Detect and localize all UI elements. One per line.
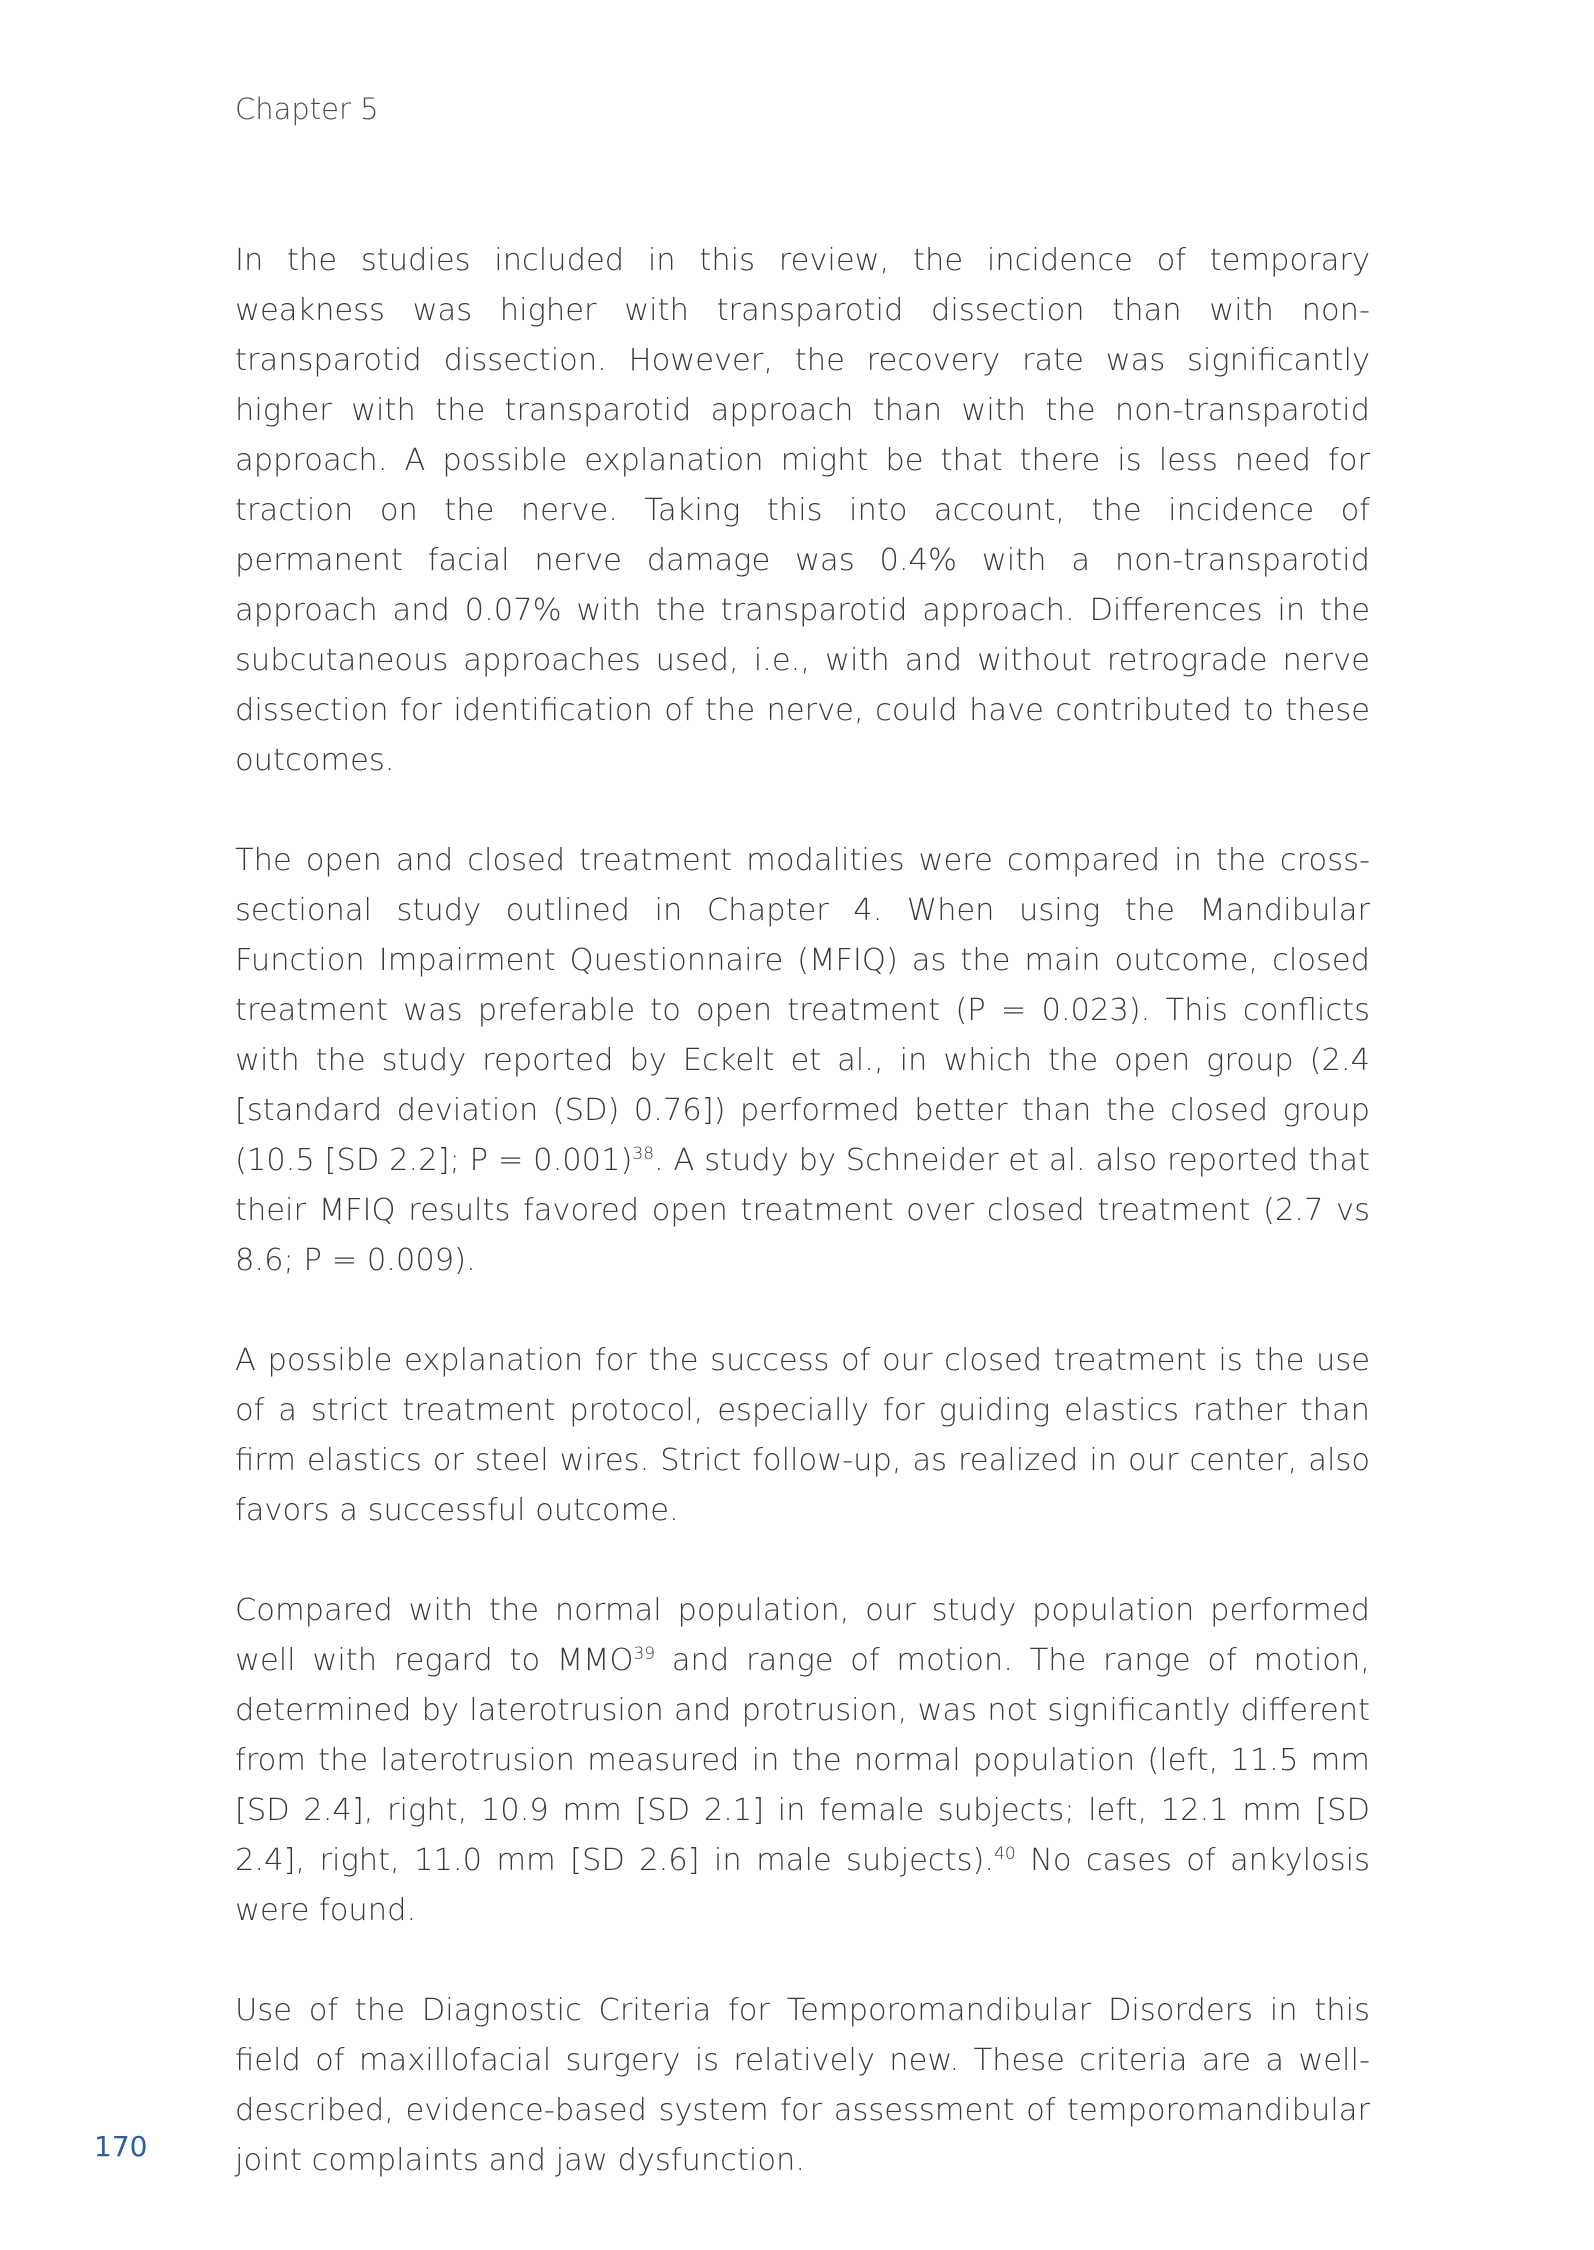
paragraph-text: No cases of ankylosis were found. [235, 1843, 1370, 1928]
reference-superscript: 40 [994, 1843, 1016, 1864]
paragraph-text: and range of motion. The range of motion, determined by laterotrusion and protrusion, was not significantly different from the laterotrusion measured in the normal population (left, 11.5 mm [SD 2.4], right, 10.9 mm [SD 2.1] in female subjects; left, 12.1 mm [SD 2.4], right, 11.0 mm [SD 2.6] in male subjects). [235, 1643, 1370, 1878]
paragraph-closed-treatment-success: A possible explanation for the success of our closed treatment is the use of a strict treatment protocol, especially for guiding elastics rather than firm elastics or steel wires. Strict follow-up, as realized in our center, also favors a successful outcome. [235, 1343, 1370, 1528]
paragraph-diagnostic-criteria: Use of the Diagnostic Criteria for Temporomandibular Disorders in this field of maxillofacial surgery is relatively new. These criteria are a well-described, evidence-based system for assessment of temporomandibular joint complaints and jaw dysfunction. [235, 1993, 1370, 2178]
page-number: 170 [94, 2130, 148, 2163]
paragraph-text: Compared with the normal population, our study population performed well with regard to MMO [235, 1593, 1370, 1678]
paragraph-normal-population [235, 1586, 1370, 1936]
body-text [235, 236, 1370, 2236]
paragraph-text: . A study by Schneider et al. also reported that their MFIQ results favored open treatment over closed treatment (2.7 vs 8.6; P = 0.009). [235, 1143, 1371, 1278]
paragraph-facial-nerve: In the studies included in this review, the incidence of temporary weakness was higher with transparotid dissection than with non-transparotid dissection. However, the recovery rate was significantly higher with the transparotid approach than with the non-transparotid approach. A possible explanation might be that there is less need for traction on the nerve. Taking this into account, the incidence of permanent facial nerve damage was 0.4% with a non-transparotid approach and 0.07% with the transparotid approach. Differences in the subcutaneous approaches used, i.e., with and without retrograde nerve dissection for identification of the nerve, could have contributed to these outcomes. [235, 243, 1370, 778]
reference-superscript: 38 [632, 1143, 655, 1164]
reference-superscript: 39 [633, 1643, 656, 1664]
running-header: Chapter 5 [235, 92, 379, 126]
paragraph-text: The open and closed treatment modalities were compared in the cross-sectional study outlined in Chapter 4. When using the Mandibular Function Impairment Questionnaire (MFIQ) as the main outcome, closed treatment was preferable to open treatment (P = 0.023). This conflicts with the study reported by Eckelt et al., in which the open group (2.4 [standard deviation (SD) 0.76]) performed better than the closed group (10.5 [SD 2.2]; P = 0.001) [235, 843, 1370, 1178]
paragraph-open-closed-treatment [235, 836, 1370, 1286]
